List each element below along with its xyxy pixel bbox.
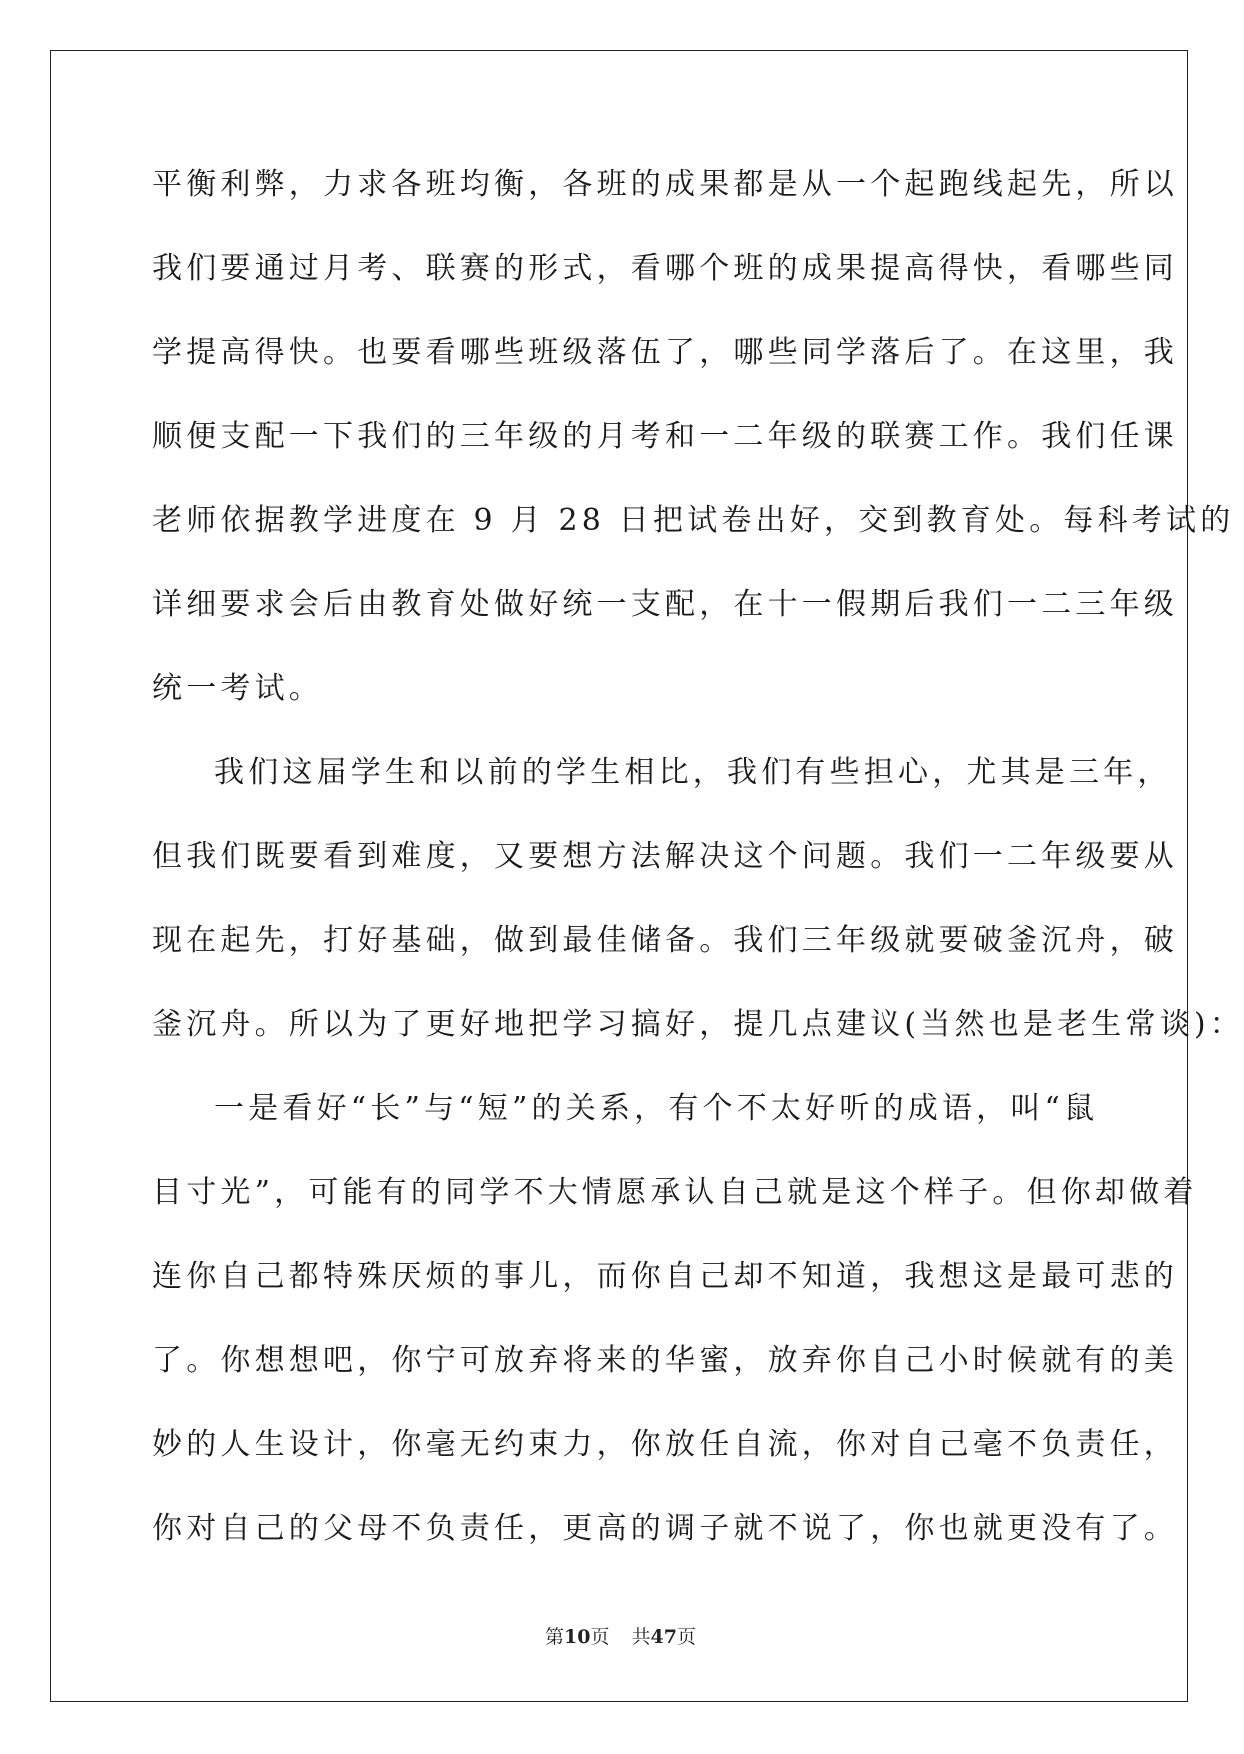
text-line: 现在起先，打好基础，做到最佳储备。我们三年级就要破釜沉舟，破 (152, 923, 1178, 958)
text-line: 我们要通过月考、联赛的形式，看哪个班的成果提高得快，看哪些同 (152, 251, 1178, 286)
text-line: 老师依据教学进度在 9 月 28 日把试卷出好，交到教育处。每科考试的 (152, 503, 1235, 538)
total-suffix: 页 (676, 1626, 696, 1648)
page-total-number: 47 (650, 1626, 677, 1648)
text-line: 目寸光”，可能有的同学不大情愿承认自己就是这个样子。但你却做着 (152, 1175, 1198, 1210)
text-line: 妙的人生设计，你毫无约束力，你放任自流，你对自己毫不负责任， (152, 1427, 1178, 1462)
text-line: 你对自己的父母不负责任，更高的调子就不说了，你也就更没有了。 (152, 1511, 1178, 1546)
text-line: 顺便支配一下我们的三年级的月考和一二年级的联赛工作。我们任课 (152, 419, 1178, 454)
text-line: 连你自己都特殊厌烦的事儿，而你自己却不知道，我想这是最可悲的 (152, 1259, 1178, 1294)
text-line: 了。你想想吧，你宁可放弃将来的华蜜，放弃你自己小时候就有的美 (152, 1343, 1178, 1378)
text-line: 学提高得快。也要看哪些班级落伍了，哪些同学落后了。在这里，我 (152, 335, 1178, 370)
paragraph-first-line: 我们这届学生和以前的学生相比，我们有些担心，尤其是三年， (214, 755, 1172, 790)
text-line: 平衡利弊，力求各班均衡，各班的成果都是从一个起跑线起先，所以 (152, 167, 1178, 202)
paragraph-first-line: 一是看好“长”与“短”的关系，有个不太好听的成语，叫“鼠 (214, 1091, 1099, 1126)
text-line: 但我们既要看到难度，又要想方法解决这个问题。我们一二年级要从 (152, 839, 1178, 874)
text-line: 釜沉舟。所以为了更好地把学习搞好，提几点建议(当然也是老生常谈)： (152, 1007, 1244, 1042)
page-suffix: 页 (590, 1626, 610, 1648)
total-prefix: 共 (631, 1626, 651, 1648)
page-footer (0, 1622, 1241, 1649)
document-body (152, 155, 1244, 1583)
text-line: 详细要求会后由教育处做好统一支配，在十一假期后我们一二三年级 (152, 587, 1178, 622)
text-line: 统一考试。 (152, 671, 323, 706)
page-prefix: 第 (545, 1626, 565, 1648)
page-current-number: 10 (564, 1626, 591, 1648)
